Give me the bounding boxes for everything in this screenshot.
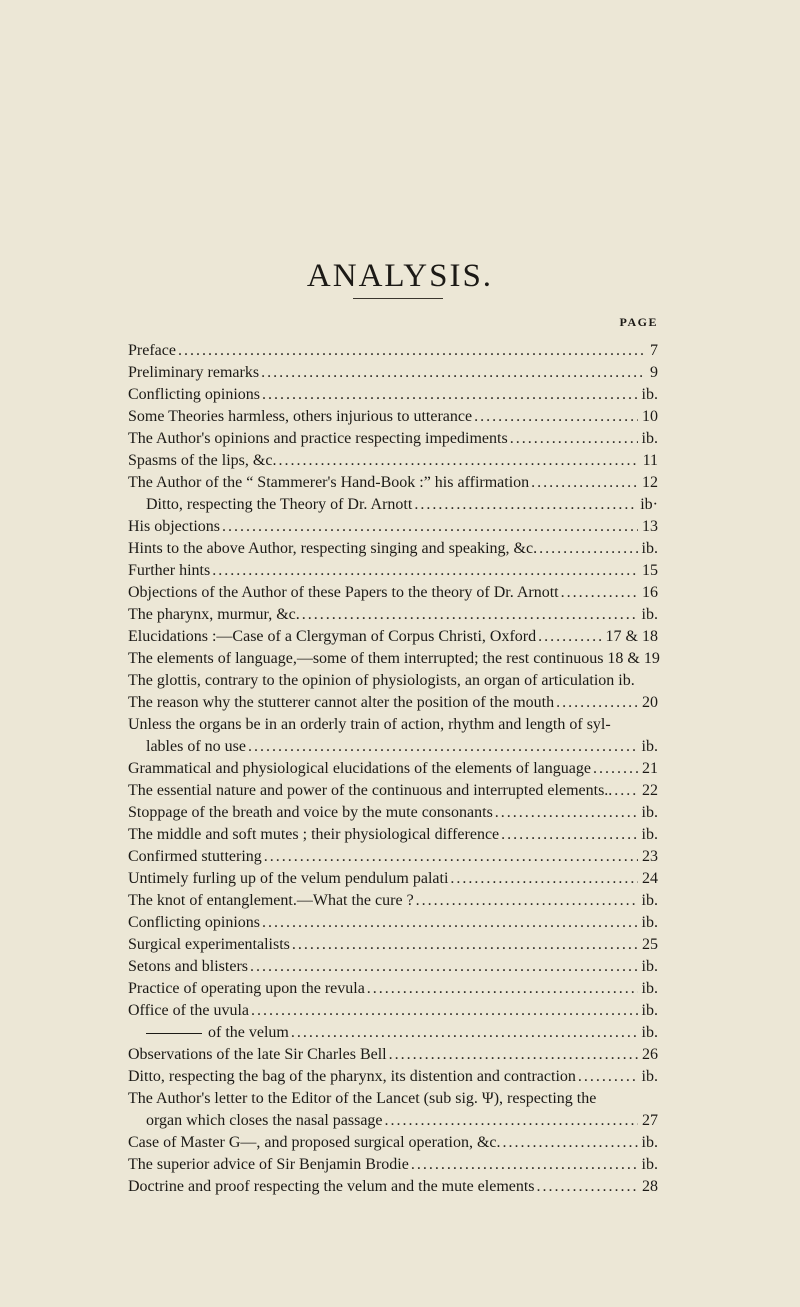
- page-column-header: PAGE: [619, 315, 658, 329]
- toc-entry: Office of the uvula ..... ib.: [128, 1000, 658, 1022]
- toc-entry: Observations of the late Sir Charles Bell ..... 26: [128, 1044, 658, 1066]
- toc-entry: The reason why the stutterer cannot alter the position of the mouth ..... 20: [128, 692, 658, 714]
- toc-entry: The glottis, contrary to the opinion of physiologists, an organ of articulation ib.: [128, 672, 635, 689]
- toc-entry: Stoppage of the breath and voice by the mute consonants ..... ib.: [128, 802, 658, 824]
- toc-entry: Conflicting opinions ..... ib.: [128, 384, 658, 406]
- page-title: ANALYSIS.: [306, 258, 494, 294]
- toc-entry: The Author's opinions and practice respecting impediments ..... ib.: [128, 428, 658, 450]
- toc-entry: Practice of operating upon the revula ..... ib.: [128, 978, 658, 1000]
- table-of-contents: [128, 340, 658, 1198]
- toc-entry: Confirmed stuttering ..... 23: [128, 846, 658, 868]
- toc-entry: Doctrine and proof respecting the velum and the mute elements ..... 28: [128, 1176, 658, 1198]
- toc-entry: The pharynx, murmur, &c. ..... ib.: [128, 604, 658, 626]
- ditto-dash: [146, 1033, 202, 1034]
- toc-entry: organ which closes the nasal passage ..... 27: [128, 1110, 658, 1132]
- toc-entry: The knot of entanglement.—What the cure ? ..... ib.: [128, 890, 658, 912]
- toc-entry: Further hints ..... 15: [128, 560, 658, 582]
- toc-entry: Objections of the Author of these Papers to the theory of Dr. Arnott ..... 16: [128, 582, 658, 604]
- toc-entry: Hints to the above Author, respecting singing and speaking, &c. ..... ib.: [128, 538, 658, 560]
- toc-entry: Spasms of the lips, &c. ..... 11: [128, 450, 658, 472]
- toc-entry: Preface ..... 7: [128, 340, 658, 362]
- toc-entry: Untimely furling up of the velum pendulum palati ..... 24: [128, 868, 658, 890]
- toc-entry: Elucidations :—Case of a Clergyman of Corpus Christi, Oxford ..... 17 & 18: [128, 626, 658, 648]
- title-rule: [353, 298, 443, 299]
- toc-entry: Unless the organs be in an orderly train of action, rhythm and length of syl-: [128, 716, 611, 733]
- toc-entry: Conflicting opinions ..... ib.: [128, 912, 658, 934]
- toc-entry: The Author's letter to the Editor of the Lancet (sub sig. Ψ), respecting the: [128, 1090, 597, 1107]
- toc-entry: Ditto, respecting the bag of the pharynx, its distention and contraction ..... ib.: [128, 1066, 658, 1088]
- toc-entry: Grammatical and physiological elucidations of the elements of language ..... 21: [128, 758, 658, 780]
- toc-entry: of the velum ..... ib.: [128, 1022, 658, 1044]
- toc-entry: The middle and soft mutes ; their physiological difference ..... ib.: [128, 824, 658, 846]
- toc-entry: Case of Master G—, and proposed surgical operation, &c. ..... ib.: [128, 1132, 658, 1154]
- toc-entry: Some Theories harmless, others injurious to utterance ..... 10: [128, 406, 658, 428]
- toc-entry: Setons and blisters ..... ib.: [128, 956, 658, 978]
- toc-entry: Surgical experimentalists ..... 25: [128, 934, 658, 956]
- toc-entry: The essential nature and power of the continuous and interrupted elements.. ..... 22: [128, 780, 658, 802]
- toc-entry: The elements of language,—some of them interrupted; the rest continuous 18 & 19: [128, 650, 660, 667]
- toc-entry: His objections ..... 13: [128, 516, 658, 538]
- toc-entry: Ditto, respecting the Theory of Dr. Arnott ..... ib·: [128, 494, 658, 516]
- toc-entry: Preliminary remarks ..... 9: [128, 362, 658, 384]
- toc-entry: The superior advice of Sir Benjamin Brodie ..... ib.: [128, 1154, 658, 1176]
- toc-entry: lables of no use ..... ib.: [128, 736, 658, 758]
- toc-entry: The Author of the “ Stammerer's Hand-Book :” his affirmation ..... 12: [128, 472, 658, 494]
